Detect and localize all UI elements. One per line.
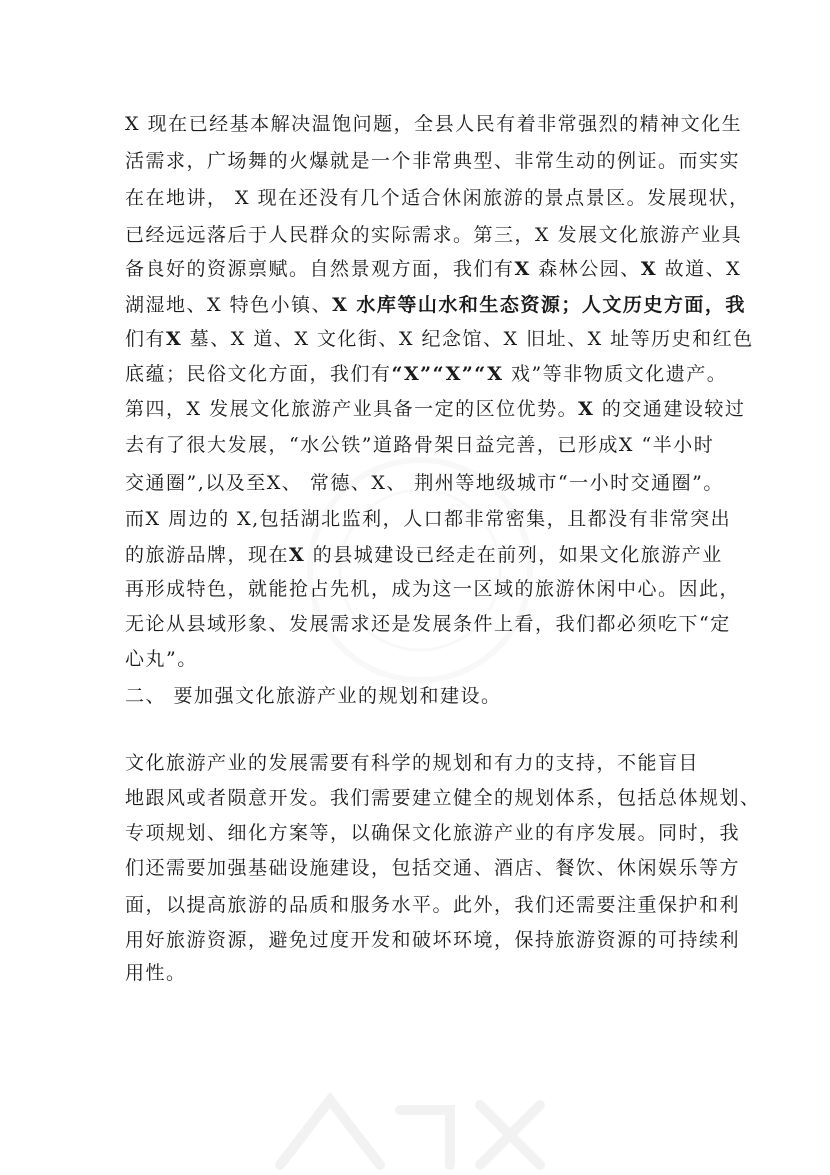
bold-text-segment: X: [514, 258, 531, 280]
text-segment: 们还需要加强基础设施建设，包括交通、酒店、餐饮、休闲娱乐等方: [125, 857, 741, 879]
text-segment: 用好旅游资源，避免过度开发和破坏环境，保持旅游资源的可持续利: [125, 929, 741, 951]
text-segment: 第四，X 发展文化旅游产业具备一定的区位优势。: [125, 398, 579, 420]
text-segment: 的旅游品牌，现在: [125, 544, 290, 566]
text-line: [125, 852, 740, 884]
text-line: [125, 957, 187, 989]
text-line: [125, 253, 741, 285]
text-line: [125, 182, 750, 214]
bold-text-segment: X: [640, 258, 658, 280]
text-segment: 再形成特色，就能抢占先机，成为这一区域的旅游休闲中心。因此，: [125, 578, 741, 600]
text-segment: 去有了很大发展，“水公铁”道路骨架日益完善，已形成X “半小时: [125, 434, 715, 456]
bold-text-segment: “X”“X”“X: [391, 363, 504, 385]
text-line: [125, 539, 723, 571]
text-segment: 活需求，广场舞的火爆就是一个非常典型、非常生动的例证。而实实: [125, 150, 741, 172]
text-line: [125, 219, 742, 251]
text-segment: 底蕴；民俗文化方面，我们有: [125, 363, 392, 385]
text-segment: 用性。: [125, 962, 187, 984]
text-segment: 们有: [125, 328, 167, 350]
text-line: [125, 573, 740, 605]
text-segment: 无论从县域形象、发展需求还是发展条件上看，我们都必须吃下“定: [125, 613, 731, 635]
text-segment: 在在地讲， X 现在还没有几个适合休闲旅游的景点景区。发展现状，: [125, 187, 750, 209]
bold-text-segment: X 水库等山水和生态资源；人文历史方面，我: [332, 294, 746, 316]
bold-text-segment: X: [166, 328, 183, 350]
text-line: [125, 680, 502, 712]
text-line: [125, 289, 746, 321]
text-line: [125, 782, 761, 814]
text-line: [125, 467, 724, 499]
text-segment: 交通圈”,以及至X、 常德、X、 荆州等地级城市“一小时交通圈”。: [125, 472, 724, 494]
watermark-stamp-icon: [250, 1080, 570, 1175]
text-line: [125, 608, 731, 640]
text-line: [125, 889, 740, 921]
text-segment: 湖湿地、X 特色小镇、: [125, 294, 333, 316]
text-line: [125, 323, 754, 355]
text-line: [125, 503, 731, 535]
text-segment: 二、 要加强文化旅游产业的规划和建设。: [125, 685, 502, 707]
text-line: [125, 108, 742, 140]
text-line: [125, 358, 727, 390]
text-segment: 戏”等非物质文化遗产。: [503, 363, 728, 385]
text-segment: 的县城建设已经走在前列，如果文化旅游产业: [305, 544, 723, 566]
bold-text-segment: X: [578, 398, 595, 420]
text-line: [125, 643, 198, 675]
text-segment: 已经远远落后于人民群众的实际需求。第三，X 发展文化旅游产业具: [125, 224, 743, 246]
text-segment: 地跟风或者陨意开发。我们需要建立健全的规划体系，包括总体规划、: [125, 787, 761, 809]
bold-text-segment: X: [289, 544, 306, 566]
text-line: [125, 924, 740, 956]
text-segment: 而X 周边的 X,包括湖北监利，人口都非常密集，且都没有非常突出: [125, 508, 732, 530]
text-segment: 备良好的资源禀赋。自然景观方面，我们有: [125, 258, 515, 280]
text-segment: 文化旅游产业的发展需要有科学的规划和有力的支持，不能盲目: [125, 752, 700, 774]
text-line: [125, 393, 745, 425]
text-segment: 的交通建设较过: [594, 398, 746, 420]
text-segment: 墓、X 道、X 文化街、X 纪念馆、X 旧址、X 址等历史和红色: [182, 328, 754, 350]
text-segment: 面，以提高旅游的品质和服务水平。此外，我们还需要注重保护和利: [125, 894, 741, 916]
text-segment: 故道、X: [657, 258, 742, 280]
text-segment: 森林公园、: [530, 258, 641, 280]
text-line: [125, 429, 714, 461]
text-line: [125, 145, 740, 177]
text-line: [125, 747, 699, 779]
text-segment: 专项规划、细化方案等，以确保文化旅游产业的有序发展。同时，我: [125, 822, 741, 844]
text-segment: X 现在已经基本解决温饱问题，全县人民有着非常强烈的精神文化生: [125, 113, 743, 135]
text-line: [125, 817, 740, 849]
text-segment: 心丸”。: [125, 648, 198, 670]
